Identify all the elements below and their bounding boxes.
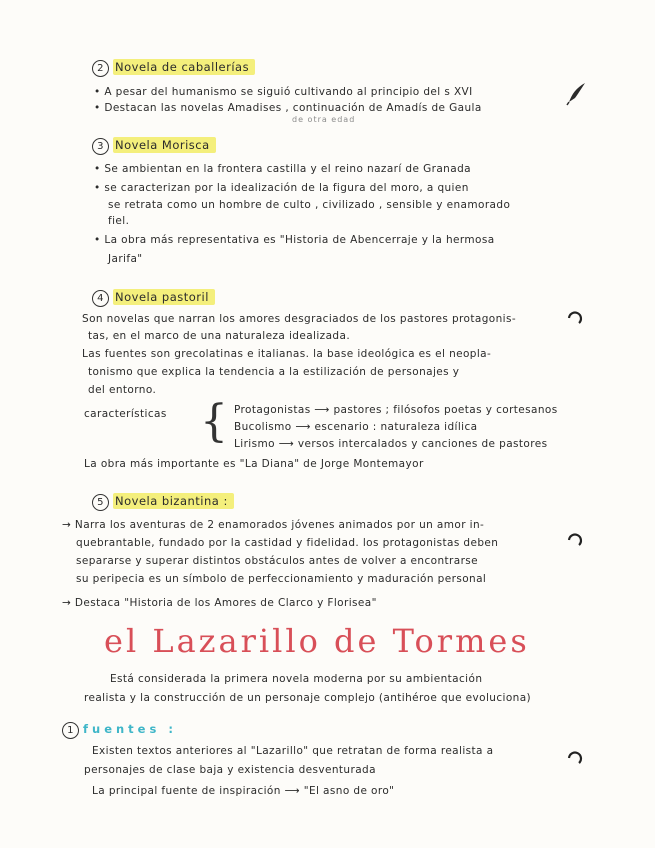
s3-bullet-3-line-1: • La obra más representativa es "Historia de Abencerraje y la hermosa [94, 234, 495, 246]
feather-mark-icon [566, 80, 588, 106]
ring-hole-icon [565, 308, 585, 328]
s4-characteristics-label: características [84, 408, 167, 420]
ring-hole-icon [565, 530, 585, 550]
s4-paragraph-line-1: Son novelas que narran los amores desgraciados de los pastores protagonis- [82, 313, 517, 325]
s5-paragraph-line-3: separarse y superar distintos obstáculos antes de volver a encontrarse [76, 555, 479, 567]
section-number: 5 [92, 494, 109, 511]
section-number: 1 [62, 722, 79, 739]
s4-characteristic-3: Lirismo ⟶ versos intercalados y canciones de pastores [234, 438, 548, 450]
s2-margin-note: de otra edad [292, 115, 356, 124]
section-title: Novela de caballerías [113, 59, 255, 75]
curly-brace-icon: { [200, 396, 228, 447]
section-3-heading [92, 138, 216, 155]
section-title: Novela bizantina : [113, 493, 234, 509]
s2-bullet-2: • Destacan las novelas Amadises , continuación de Amadís de Gaula [94, 102, 482, 114]
lazarillo-intro-line-2: realista y la construcción de un personaje complejo (antihéroe que evoluciona) [84, 692, 532, 704]
fuentes-line-2: personajes de clase baja y existencia desventurada [84, 764, 376, 776]
fuentes-line-1: Existen textos anteriores al "Lazarillo" que retratan de forma realista a [92, 745, 494, 757]
s5-paragraph-line-2: quebrantable, fundado por la castidad y fidelidad. los protagonistas deben [76, 537, 499, 549]
section-number: 2 [92, 60, 109, 77]
section-title: Novela pastoril [113, 289, 215, 305]
s5-paragraph-line-1: → Narra los aventuras de 2 enamorados jóvenes animados por un amor in- [62, 519, 485, 531]
lazarillo-intro-line-1: Está considerada la primera novela moderna por su ambientación [110, 673, 483, 685]
section-5-heading [92, 494, 234, 511]
s3-bullet-2-line-3: fiel. [108, 215, 130, 227]
s5-highlight-work: → Destaca "Historia de los Amores de Clarco y Florisea" [62, 597, 377, 609]
s4-paragraph-line-5: del entorno. [88, 384, 157, 396]
s4-closing: La obra más importante es "La Diana" de Jorge Montemayor [84, 458, 424, 470]
s4-paragraph-line-3: Las fuentes son grecolatinas e italianas. la base ideológica es el neopla- [82, 348, 492, 360]
fuentes-heading [62, 722, 177, 739]
s5-paragraph-line-4: su peripecia es un símbolo de perfeccionamiento y maduración personal [76, 573, 487, 585]
s4-paragraph-line-4: tonismo que explica la tendencia a la estilización de personajes y [88, 366, 460, 378]
section-4-heading [92, 290, 215, 307]
section-number: 4 [92, 290, 109, 307]
page-title: el Lazarillo de Tormes [104, 622, 530, 660]
s3-bullet-3-line-2: Jarifa" [108, 253, 143, 265]
ring-hole-icon [565, 748, 585, 768]
s4-characteristic-1: Protagonistas ⟶ pastores ; filósofos poetas y cortesanos [234, 404, 558, 416]
section-number: 3 [92, 138, 109, 155]
section-title: Novela Morisca [113, 137, 216, 153]
section-title: fuentes : [83, 722, 177, 736]
s4-paragraph-line-2: tas, en el marco de una naturaleza idealizada. [88, 330, 351, 342]
s3-bullet-1: • Se ambientan en la frontera castilla y el reino nazarí de Granada [94, 163, 471, 175]
section-2-heading [92, 60, 255, 77]
s2-bullet-1: • A pesar del humanismo se siguió cultivando al principio del s XVI [94, 86, 473, 98]
fuentes-line-3: La principal fuente de inspiración ⟶ "El asno de oro" [92, 785, 395, 797]
s3-bullet-2-line-1: • se caracterizan por la idealización de la figura del moro, a quien [94, 182, 469, 194]
s4-characteristic-2: Bucolismo ⟶ escenario : naturaleza idílica [234, 421, 478, 433]
s3-bullet-2-line-2: se retrata como un hombre de culto , civilizado , sensible y enamorado [108, 199, 511, 211]
